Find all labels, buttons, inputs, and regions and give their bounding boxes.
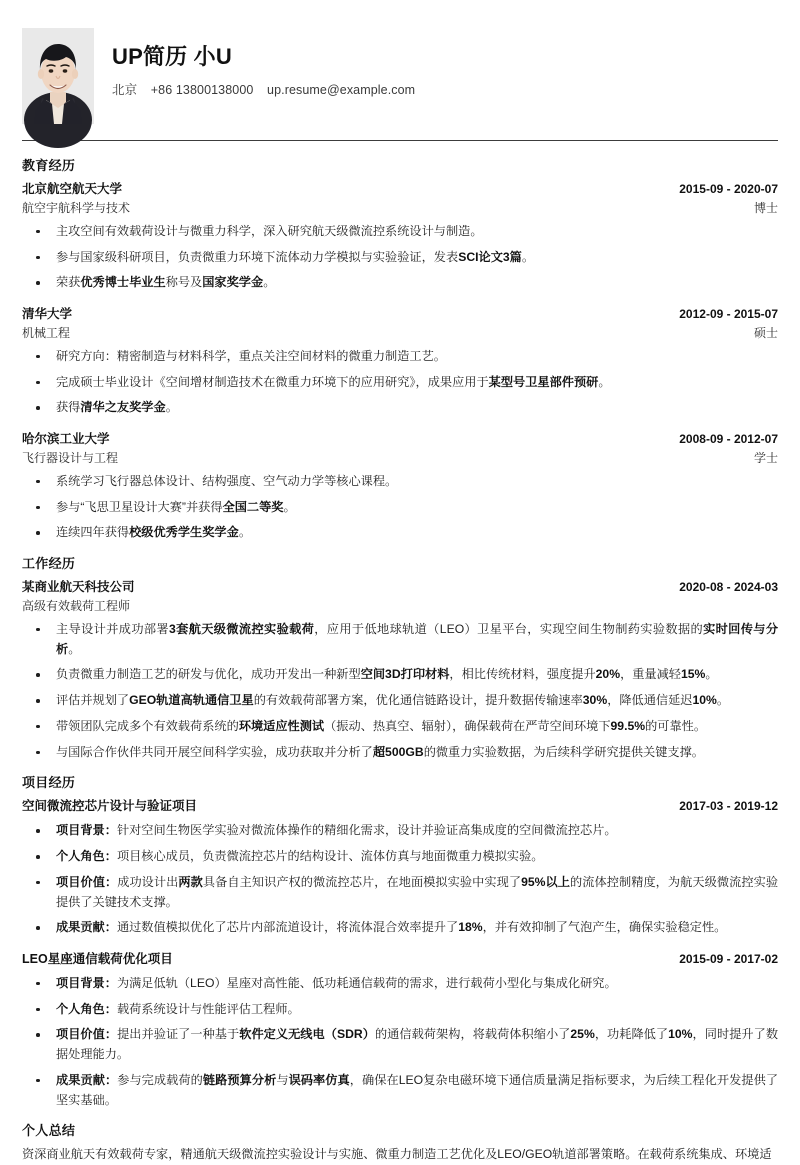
section-title: 项目经历 (22, 775, 76, 791)
bullet-item: 参与国家级科研项目，负责微重力环境下流体动力学模拟与实验验证，发表SCI论文3篇。 (22, 248, 778, 268)
entry-date: 2015-09 - 2017-02 (679, 952, 778, 967)
section-title: 个人总结 (22, 1123, 76, 1139)
contact-phone: +86 13800138000 (150, 83, 254, 98)
entry-title: 清华大学 (22, 307, 73, 322)
bullet-item: 成果贡献：通过数值模拟优化了芯片内部流道设计，将流体混合效率提升了18%，并有效抑制了气泡产生，确保实验稳定性。 (22, 918, 778, 938)
bullet-list (22, 222, 778, 293)
entry-date: 2017-03 - 2019-12 (679, 799, 778, 814)
bullet-item: 荣获优秀博士毕业生称号及国家奖学金。 (22, 273, 778, 293)
entry-title: 空间微流控芯片设计与验证项目 (22, 799, 198, 814)
entry-sub-row (22, 324, 778, 342)
entry-date: 2020-08 - 2024-03 (679, 580, 778, 595)
bullet-item: 个人角色：载荷系统设计与性能评估工程师。 (22, 1000, 778, 1020)
bullet-item: 带领团队完成多个有效载荷系统的环境适应性测试（振动、热真空、辐射），确保载荷在严苛空间环境下99.5%的可靠性。 (22, 717, 778, 737)
entry-block (22, 578, 778, 762)
bullet-list (22, 472, 778, 543)
entry-title: 哈尔滨工业大学 (22, 432, 110, 447)
section-education (22, 155, 778, 543)
portrait-photo-icon (22, 28, 94, 124)
bullet-item: 项目背景：针对空间生物医学实验对微流体操作的精细化需求，设计并验证高集成度的空间微流控芯片。 (22, 821, 778, 841)
header-divider (22, 140, 778, 141)
section-title: 工作经历 (22, 556, 76, 572)
bullet-item: 系统学习飞行器总体设计、结构强度、空气动力学等核心课程。 (22, 472, 778, 492)
entry-title: 北京航空航天大学 (22, 182, 123, 196)
entry-subtitle: 航空宇航科学与技术 (22, 200, 131, 215)
entry-subtitle: 高级有效载荷工程师 (22, 598, 131, 613)
entry-sub-row (22, 449, 778, 467)
bullet-item: 评估并规划了GEO轨道高轨通信卫星的有效载荷部署方案，优化通信链路设计，提升数据传输速率30%，降低通信延迟10%。 (22, 691, 778, 711)
bullet-item: 与国际合作伙伴共同开展空间科学实验，成功获取并分析了超500GB的微重力实验数据，为后续科学研究提供关键支撑。 (22, 743, 778, 763)
entry-meta: 博士 (753, 200, 778, 215)
entry-sub-row (22, 199, 778, 217)
section-work (22, 553, 778, 762)
bullet-item: 负责微重力制造工艺的研发与优化，成功开发出一种新型空间3D打印材料，相比传统材料，强度提升20%，重量减轻15%。 (22, 665, 778, 685)
entry-block (22, 430, 778, 543)
section-projects (22, 772, 778, 1110)
bullet-item: 参与“飞思卫星设计大赛”并获得全国二等奖。 (22, 498, 778, 518)
bullet-list (22, 347, 778, 418)
entry-title-row (22, 305, 778, 324)
bullet-list (22, 620, 778, 763)
bullet-item: 主攻空间有效载荷设计与微重力科学，深入研究航天级微流控系统设计与制造。 (22, 222, 778, 242)
bullet-item: 完成硕士毕业设计《空间增材制造技术在微重力环境下的应用研究》，成果应用于某型号卫星部件预研。 (22, 373, 778, 393)
section-summary (22, 1120, 778, 1165)
entry-block (22, 305, 778, 418)
entry-sub-row (22, 597, 778, 615)
section-title: 教育经历 (22, 158, 76, 173)
entry-title-row (22, 797, 778, 816)
entry-title-row (22, 180, 778, 199)
bullet-item: 个人角色：项目核心成员，负责微流控芯片的结构设计、流体仿真与地面微重力模拟实验。 (22, 847, 778, 867)
bullet-item: 研究方向：精密制造与材料科学，重点关注空间材料的微重力制造工艺。 (22, 347, 778, 367)
contact-email: up.resume@example.com (267, 83, 416, 98)
candidate-name: UP简历 小U (112, 44, 232, 69)
bullet-item: 项目价值：提出并验证了一种基于软件定义无线电（SDR）的通信载荷架构，将载荷体积缩小了25%，功耗降低了10%，同时提升了数据处理能力。 (22, 1025, 778, 1065)
bullet-item: 项目价值：成功设计出两款具备自主知识产权的微流控芯片，在地面模拟实验中实现了95%以上的流体控制精度，为航天级微流控实验提供了关键技术支撑。 (22, 873, 778, 913)
entry-meta: 学士 (753, 450, 778, 465)
entry-date: 2008-09 - 2012-07 (679, 432, 778, 447)
entry-title: LEO星座通信载荷优化项目 (22, 952, 173, 967)
entry-date: 2012-09 - 2015-07 (679, 307, 778, 322)
bullet-item: 获得清华之友奖学金。 (22, 398, 778, 418)
summary-text: 资深商业航天有效载荷专家，精通航天级微流控实验设计与实施、微重力制造工艺优化及LEO/GEO轨道部署策略。在载荷系统集成、环境适 (22, 1147, 772, 1162)
contact-location: 北京 (112, 83, 138, 98)
bullet-list (22, 974, 778, 1111)
entry-meta: 硕士 (753, 325, 778, 340)
entry-subtitle: 飞行器设计与工程 (22, 450, 119, 465)
entry-date: 2015-09 - 2020-07 (679, 182, 778, 196)
entry-title: 某商业航天科技公司 (22, 580, 135, 595)
entry-block (22, 950, 778, 1110)
entry-subtitle: 机械工程 (22, 325, 71, 340)
entry-title-row (22, 950, 778, 969)
entry-title-row (22, 578, 778, 597)
bullet-item: 主导设计并成功部署3套航天级微流控实验载荷，应用于低地球轨道（LEO）卫星平台，实现空间生物制药实验数据的实时回传与分析。 (22, 620, 778, 660)
bullet-item: 连续四年获得校级优秀学生奖学金。 (22, 523, 778, 543)
avatar (22, 28, 94, 124)
entry-block (22, 180, 778, 293)
resume-sections (22, 155, 778, 1165)
identity-block (112, 28, 415, 98)
entry-title-row (22, 430, 778, 449)
bullet-list (22, 821, 778, 938)
bullet-item: 成果贡献：参与完成载荷的链路预算分析与误码率仿真，确保在LEO复杂电磁环境下通信质量满足指标要求，为后续工程化开发提供了坚实基础。 (22, 1071, 778, 1111)
resume-header (22, 28, 778, 140)
bullet-item: 项目背景：为满足低轨（LEO）星座对高性能、低功耗通信载荷的需求，进行载荷小型化与集成化研究。 (22, 974, 778, 994)
contact-line (112, 80, 415, 98)
entry-block (22, 797, 778, 938)
